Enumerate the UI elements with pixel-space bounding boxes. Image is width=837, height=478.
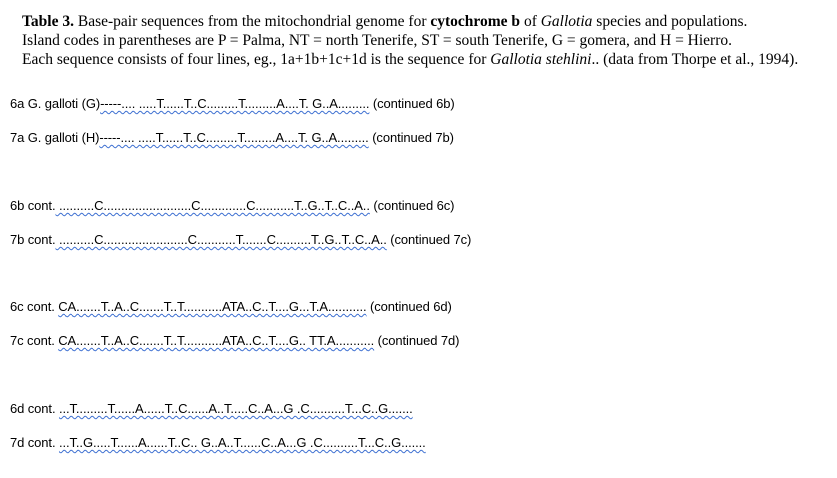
caption-text: of xyxy=(520,13,541,30)
sequence-label: 7d cont. xyxy=(10,435,56,450)
caption-text: .. (data from Thorpe et al., 1994). xyxy=(591,51,799,68)
caption-text: Base-pair sequences from the mitochondrial genome for xyxy=(73,13,431,30)
caption-text: species and populations. xyxy=(592,13,748,30)
sequence-label: 6d cont. xyxy=(10,401,56,416)
sequence-bases: CA.......T..A..C.......T..T...........ATA..C..T....G...T.A........... xyxy=(58,299,367,314)
sequence-line-7b xyxy=(10,232,471,247)
caption-genus: Gallotia xyxy=(540,13,593,30)
caption-line-2: Island codes in parentheses are P = Palma, NT = north Tenerife, ST = south Tenerife, G = gomera, and H = Hierro. xyxy=(22,32,733,49)
continued-note: (continued 6c) xyxy=(373,198,455,213)
caption-line-3 xyxy=(22,50,832,69)
sequence-line-6c xyxy=(10,299,452,314)
caption-gene: cytochrome b xyxy=(430,13,521,30)
sequence-label: 6b cont. xyxy=(10,198,56,213)
sequence-line-6d xyxy=(10,401,413,416)
sequence-bases: ...T..G.....T......A......T..C.. G..A..T......C..A...G .C..........T...C..G....... xyxy=(58,435,426,450)
sequence-bases: ..........C.........................C.............C...........T..G..T..C..A.. xyxy=(55,198,370,213)
caption-line-1 xyxy=(22,12,832,31)
sequence-label: 7b cont. xyxy=(10,232,56,247)
sequence-bases: -----.... .....T......T..C.........T.........A....T. G..A......... xyxy=(99,130,369,145)
sequence-label: 6a G. galloti (G) xyxy=(10,96,101,111)
continued-note: (continued 7c) xyxy=(390,232,472,247)
sequence-bases: ...T.........T......A......T..C......A..T.....C..A...G .C..........T...C..G....... xyxy=(58,401,413,416)
continued-note: (continued 6d) xyxy=(370,299,452,314)
sequence-line-7d xyxy=(10,435,426,450)
caption-text: Each sequence consists of four lines, eg., 1a+1b+1c+1d is the sequence for xyxy=(22,51,491,68)
sequence-bases: CA.......T..A..C.......T..T...........ATA..C..T....G.. TT.A........... xyxy=(58,333,375,348)
sequence-line-7c xyxy=(10,333,459,348)
sequence-label: 7a G. galloti (H) xyxy=(10,130,100,145)
sequence-line-6b xyxy=(10,198,454,213)
sequence-bases: ..........C........................C...........T.......C..........T..G..T..C..A.. xyxy=(55,232,387,247)
table-caption xyxy=(22,12,832,69)
sequence-label: 7c cont. xyxy=(10,333,55,348)
continued-note: (continued 7b) xyxy=(372,130,454,145)
sequence-line-6a xyxy=(10,96,455,111)
sequence-label: 6c cont. xyxy=(10,299,55,314)
sequence-bases: -----.... .....T......T..C.........T.........A....T. G..A......... xyxy=(100,96,370,111)
sequence-line-7a xyxy=(10,130,454,145)
continued-note: (continued 7d) xyxy=(377,333,460,348)
table-label: Table 3. xyxy=(22,13,74,30)
caption-species: Gallotia stehlini xyxy=(490,51,592,68)
continued-note: (continued 6b) xyxy=(372,96,455,111)
